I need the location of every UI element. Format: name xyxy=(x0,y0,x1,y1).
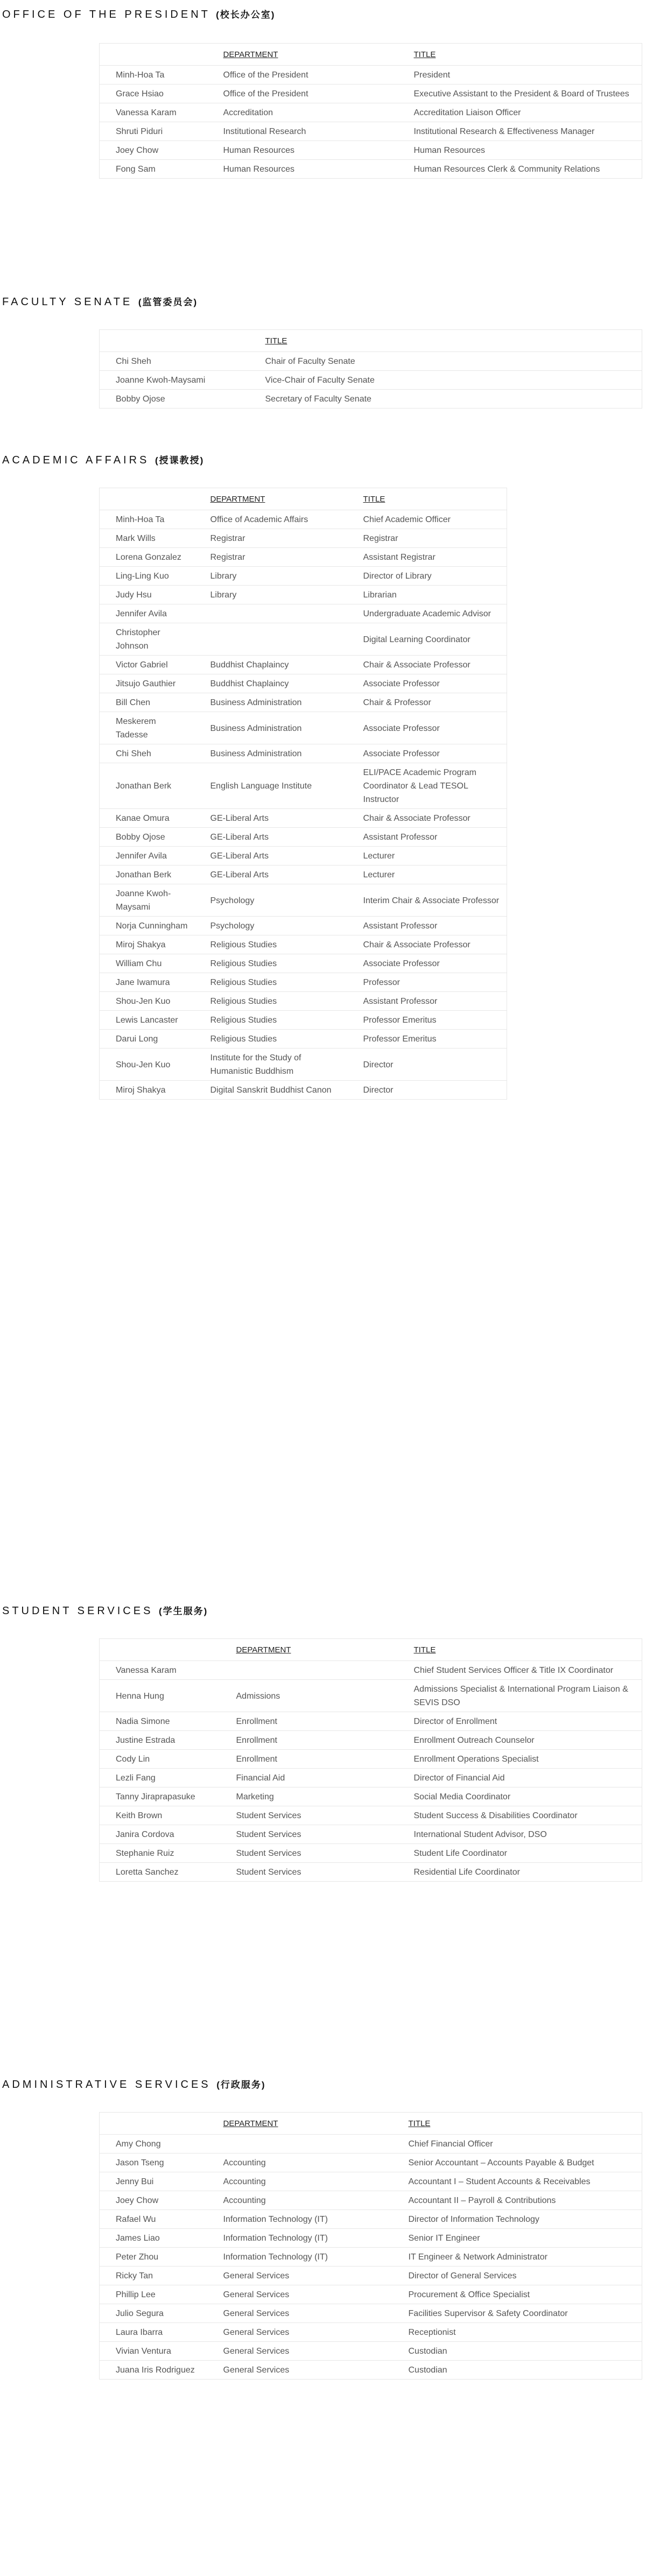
staff-name: Cody Lin xyxy=(100,1750,220,1769)
staff-name: Darui Long xyxy=(100,1030,194,1048)
table-row xyxy=(100,2135,642,2153)
staff-title: Director of Financial Aid xyxy=(398,1769,642,1787)
table-row xyxy=(100,122,642,141)
table-row xyxy=(100,656,507,674)
table-row xyxy=(100,884,507,917)
staff-department: Religious Studies xyxy=(194,1011,347,1030)
staff-department: Information Technology (IT) xyxy=(207,2248,392,2267)
staff-title: Undergraduate Academic Advisor xyxy=(347,604,507,623)
staff-name: Mark Wills xyxy=(100,529,194,548)
staff-title: Institutional Research & Effectiveness Manager xyxy=(398,122,642,141)
column-header xyxy=(100,488,194,510)
staff-department: Religious Studies xyxy=(194,973,347,992)
staff-title: Custodian xyxy=(392,2361,642,2380)
staff-department: General Services xyxy=(207,2342,392,2361)
table-row xyxy=(100,2229,642,2248)
staff-title: Director of General Services xyxy=(392,2267,642,2285)
table-row xyxy=(100,954,507,973)
section-title-student xyxy=(0,1604,208,1618)
staff-name: Juana Iris Rodriguez xyxy=(100,2361,207,2380)
table-row xyxy=(100,828,507,847)
staff-department: Student Services xyxy=(220,1806,398,1825)
table-row xyxy=(100,2304,642,2323)
staff-title: Enrollment Operations Specialist xyxy=(398,1750,642,1769)
staff-department: Information Technology (IT) xyxy=(207,2229,392,2248)
table-row xyxy=(100,763,507,809)
staff-name: Jennifer Avila xyxy=(100,604,194,623)
table-row xyxy=(100,973,507,992)
staff-title: Chair of Faculty Senate xyxy=(249,352,642,371)
staff-name: Jenny Bui xyxy=(100,2172,207,2191)
table-row xyxy=(100,744,507,763)
section-title-senate xyxy=(0,295,198,309)
table-row xyxy=(100,1712,642,1731)
table-row xyxy=(100,809,507,828)
staff-title: Accountant I – Student Accounts & Receivables xyxy=(392,2172,642,2191)
staff-department: Enrollment xyxy=(220,1712,398,1731)
staff-title: Registrar xyxy=(347,529,507,548)
staff-title: Director of Library xyxy=(347,567,507,586)
staff-title: Custodian xyxy=(392,2342,642,2361)
section-title-zh: (授课教授) xyxy=(155,455,205,466)
staff-name: Vivian Ventura xyxy=(100,2342,207,2361)
staff-title: Chair & Professor xyxy=(347,693,507,712)
staff-name: Joey Chow xyxy=(100,141,207,160)
staff-name: Minh-Hoa Ta xyxy=(100,510,194,529)
staff-department: Business Administration xyxy=(194,744,347,763)
staff-title: Professor Emeritus xyxy=(347,1011,507,1030)
staff-title: Student Life Coordinator xyxy=(398,1844,642,1863)
staff-department: GE-Liberal Arts xyxy=(194,828,347,847)
table-row xyxy=(100,1661,642,1680)
staff-title: Associate Professor xyxy=(347,744,507,763)
table-row xyxy=(100,2285,642,2304)
staff-department: Student Services xyxy=(220,1825,398,1844)
table-row xyxy=(100,1081,507,1100)
staff-department: Business Administration xyxy=(194,712,347,744)
staff-title: Director of Enrollment xyxy=(398,1712,642,1731)
staff-name: Fong Sam xyxy=(100,160,207,179)
staff-department: Student Services xyxy=(220,1863,398,1882)
staff-department: GE-Liberal Arts xyxy=(194,809,347,828)
staff-name: Shruti Piduri xyxy=(100,122,207,141)
column-header: DEPARTMENT xyxy=(207,2113,392,2135)
table-row xyxy=(100,1048,507,1081)
staff-name: Miroj Shakya xyxy=(100,1081,194,1100)
staff-name: Bobby Ojose xyxy=(100,828,194,847)
table-row xyxy=(100,935,507,954)
staff-title: Residential Life Coordinator xyxy=(398,1863,642,1882)
staff-department: Business Administration xyxy=(194,693,347,712)
table-row xyxy=(100,548,507,567)
section-title-text: OFFICE OF THE PRESIDENT xyxy=(2,9,210,20)
staff-title: Librarian xyxy=(347,586,507,604)
staff-name: William Chu xyxy=(100,954,194,973)
table-row xyxy=(100,2153,642,2172)
column-header: TITLE xyxy=(398,44,642,66)
staff-name: Victor Gabriel xyxy=(100,656,194,674)
staff-department: Accreditation xyxy=(207,103,398,122)
staff-title: Receptionist xyxy=(392,2323,642,2342)
staff-name: Loretta Sanchez xyxy=(100,1863,220,1882)
staff-title: IT Engineer & Network Administrator xyxy=(392,2248,642,2267)
staff-title: Chief Academic Officer xyxy=(347,510,507,529)
table-row xyxy=(100,2267,642,2285)
table-header-row xyxy=(100,330,642,352)
staff-title: Chair & Associate Professor xyxy=(347,656,507,674)
table-row xyxy=(100,1750,642,1769)
staff-department: General Services xyxy=(207,2267,392,2285)
staff-title: Professor xyxy=(347,973,507,992)
table-row xyxy=(100,2342,642,2361)
table-row xyxy=(100,2361,642,2380)
staff-title: Chair & Associate Professor xyxy=(347,809,507,828)
staff-title: Chair & Associate Professor xyxy=(347,935,507,954)
table-row xyxy=(100,567,507,586)
staff-name: Lewis Lancaster xyxy=(100,1011,194,1030)
staff-name: Tanny Jiraprapasuke xyxy=(100,1787,220,1806)
staff-department: English Language Institute xyxy=(194,763,347,809)
column-header xyxy=(100,2113,207,2135)
staff-name: Miroj Shakya xyxy=(100,935,194,954)
section-title-academic xyxy=(0,453,204,468)
staff-title: Student Success & Disabilities Coordinator xyxy=(398,1806,642,1825)
staff-title: Digital Learning Coordinator xyxy=(347,623,507,656)
table-row xyxy=(100,2172,642,2191)
staff-department: Student Services xyxy=(220,1844,398,1863)
staff-department xyxy=(194,623,347,656)
staff-title: International Student Advisor, DSO xyxy=(398,1825,642,1844)
staff-department: Institute for the Study of Humanistic Buddhism xyxy=(194,1048,347,1081)
table-header-row xyxy=(100,44,642,66)
staff-title: Assistant Professor xyxy=(347,917,507,935)
staff-title: Executive Assistant to the President & Board of Trustees xyxy=(398,85,642,103)
staff-title: Secretary of Faculty Senate xyxy=(249,390,642,409)
column-header: DEPARTMENT xyxy=(220,1639,398,1661)
staff-name: Phillip Lee xyxy=(100,2285,207,2304)
staff-name: Ling-Ling Kuo xyxy=(100,567,194,586)
column-header xyxy=(100,1639,220,1661)
staff-department: General Services xyxy=(207,2285,392,2304)
staff-department: GE-Liberal Arts xyxy=(194,847,347,865)
staff-department: Enrollment xyxy=(220,1750,398,1769)
staff-name: Ricky Tan xyxy=(100,2267,207,2285)
staff-department: Library xyxy=(194,567,347,586)
column-header: TITLE xyxy=(249,330,642,352)
table-row xyxy=(100,1844,642,1863)
section-title-text: STUDENT SERVICES xyxy=(2,1605,153,1617)
staff-title: Associate Professor xyxy=(347,674,507,693)
staff-name: Justine Estrada xyxy=(100,1731,220,1750)
table-row xyxy=(100,1825,642,1844)
staff-name: Jane Iwamura xyxy=(100,973,194,992)
staff-title: Director of Information Technology xyxy=(392,2210,642,2229)
staff-name: Jennifer Avila xyxy=(100,847,194,865)
staff-name: Rafael Wu xyxy=(100,2210,207,2229)
staff-department: Office of the President xyxy=(207,66,398,85)
table-row xyxy=(100,2323,642,2342)
section-title-admin xyxy=(0,2078,266,2092)
staff-title: Chief Student Services Officer & Title IX Coordinator xyxy=(398,1661,642,1680)
table-row xyxy=(100,1769,642,1787)
table-header-row xyxy=(100,488,507,510)
staff-name: Norja Cunningham xyxy=(100,917,194,935)
staff-title: Senior Accountant – Accounts Payable & Budget xyxy=(392,2153,642,2172)
staff-name: James Liao xyxy=(100,2229,207,2248)
staff-title: Assistant Registrar xyxy=(347,548,507,567)
staff-name: Kanae Omura xyxy=(100,809,194,828)
staff-title: Accreditation Liaison Officer xyxy=(398,103,642,122)
table-row xyxy=(100,847,507,865)
table-row xyxy=(100,1806,642,1825)
staff-name: Lezli Fang xyxy=(100,1769,220,1787)
table-row xyxy=(100,865,507,884)
staff-name: Meskerem Tadesse xyxy=(100,712,194,744)
staff-title: Assistant Professor xyxy=(347,828,507,847)
table-row xyxy=(100,623,507,656)
table-row xyxy=(100,2191,642,2210)
staff-name: Stephanie Ruiz xyxy=(100,1844,220,1863)
table-row xyxy=(100,141,642,160)
staff-department: Registrar xyxy=(194,548,347,567)
table-row xyxy=(100,586,507,604)
staff-title: Director xyxy=(347,1048,507,1081)
staff-name: Chi Sheh xyxy=(100,744,194,763)
section-title-zh: (学生服务) xyxy=(158,1606,208,1616)
staff-department: Psychology xyxy=(194,884,347,917)
staff-title: Procurement & Office Specialist xyxy=(392,2285,642,2304)
staff-name: Chi Sheh xyxy=(100,352,249,371)
staff-title: Admissions Specialist & International Program Liaison & SEVIS DSO xyxy=(398,1680,642,1712)
staff-name: Julio Segura xyxy=(100,2304,207,2323)
staff-title: Human Resources xyxy=(398,141,642,160)
staff-title: Director xyxy=(347,1081,507,1100)
table-row xyxy=(100,160,642,179)
staff-department: Human Resources xyxy=(207,160,398,179)
table-row xyxy=(100,352,642,371)
section-title-text: ACADEMIC AFFAIRS xyxy=(2,454,150,466)
column-header: TITLE xyxy=(392,2113,642,2135)
staff-title: Associate Professor xyxy=(347,954,507,973)
staff-title: Associate Professor xyxy=(347,712,507,744)
staff-department: Institutional Research xyxy=(207,122,398,141)
staff-name: Vanessa Karam xyxy=(100,1661,220,1680)
staff-table-senate xyxy=(99,329,642,409)
table-row xyxy=(100,1863,642,1882)
staff-name: Bill Chen xyxy=(100,693,194,712)
staff-name: Peter Zhou xyxy=(100,2248,207,2267)
staff-department xyxy=(220,1661,398,1680)
table-row xyxy=(100,1680,642,1712)
staff-department: Admissions xyxy=(220,1680,398,1712)
section-title-text: ADMINISTRATIVE SERVICES xyxy=(2,2079,211,2091)
staff-title: Enrollment Outreach Counselor xyxy=(398,1731,642,1750)
staff-name: Jitsujo Gauthier xyxy=(100,674,194,693)
table-row xyxy=(100,371,642,390)
staff-department xyxy=(194,604,347,623)
staff-department xyxy=(207,2135,392,2153)
staff-name: Jonathan Berk xyxy=(100,763,194,809)
table-row xyxy=(100,1011,507,1030)
section-title-text: FACULTY SENATE xyxy=(2,296,133,308)
staff-table-admin xyxy=(99,2112,642,2380)
staff-name: Bobby Ojose xyxy=(100,390,249,409)
staff-department: General Services xyxy=(207,2361,392,2380)
staff-title: Human Resources Clerk & Community Relations xyxy=(398,160,642,179)
section-title-zh: (行政服务) xyxy=(216,2080,266,2090)
column-header xyxy=(100,330,249,352)
staff-name: Jonathan Berk xyxy=(100,865,194,884)
staff-name: Lorena Gonzalez xyxy=(100,548,194,567)
staff-name: Amy Chong xyxy=(100,2135,207,2153)
staff-name: Laura Ibarra xyxy=(100,2323,207,2342)
staff-name: Minh-Hoa Ta xyxy=(100,66,207,85)
table-row xyxy=(100,674,507,693)
staff-department: Marketing xyxy=(220,1787,398,1806)
staff-department: General Services xyxy=(207,2304,392,2323)
staff-department: Digital Sanskrit Buddhist Canon xyxy=(194,1081,347,1100)
staff-table-academic xyxy=(99,488,507,1100)
staff-department: Religious Studies xyxy=(194,1030,347,1048)
staff-department: General Services xyxy=(207,2323,392,2342)
staff-title: ELI/PACE Academic Program Coordinator & Lead TESOL Instructor xyxy=(347,763,507,809)
staff-title: Lecturer xyxy=(347,865,507,884)
table-row xyxy=(100,85,642,103)
table-header-row xyxy=(100,1639,642,1661)
table-row xyxy=(100,604,507,623)
column-header: DEPARTMENT xyxy=(207,44,398,66)
staff-table-president xyxy=(99,43,642,179)
staff-name: Judy Hsu xyxy=(100,586,194,604)
column-header: DEPARTMENT xyxy=(194,488,347,510)
staff-department: Religious Studies xyxy=(194,954,347,973)
staff-title: Accountant II – Payroll & Contributions xyxy=(392,2191,642,2210)
staff-name: Grace Hsiao xyxy=(100,85,207,103)
staff-department: GE-Liberal Arts xyxy=(194,865,347,884)
table-row xyxy=(100,1787,642,1806)
staff-department: Accounting xyxy=(207,2153,392,2172)
staff-title: Vice-Chair of Faculty Senate xyxy=(249,371,642,390)
table-row xyxy=(100,712,507,744)
staff-name: Joanne Kwoh-Maysami xyxy=(100,884,194,917)
staff-department: Enrollment xyxy=(220,1731,398,1750)
staff-name: Jason Tseng xyxy=(100,2153,207,2172)
section-title-zh: (监管委员会) xyxy=(138,297,198,307)
staff-department: Financial Aid xyxy=(220,1769,398,1787)
staff-title: Assistant Professor xyxy=(347,992,507,1011)
table-row xyxy=(100,2248,642,2267)
table-row xyxy=(100,1731,642,1750)
staff-title: Interim Chair & Associate Professor xyxy=(347,884,507,917)
staff-name: Janira Cordova xyxy=(100,1825,220,1844)
staff-title: Lecturer xyxy=(347,847,507,865)
table-row xyxy=(100,2210,642,2229)
section-title-president xyxy=(0,8,275,22)
staff-department: Office of the President xyxy=(207,85,398,103)
table-row xyxy=(100,1030,507,1048)
staff-name: Keith Brown xyxy=(100,1806,220,1825)
table-row xyxy=(100,992,507,1011)
table-row xyxy=(100,103,642,122)
staff-title: Chief Financial Officer xyxy=(392,2135,642,2153)
staff-name: Shou-Jen Kuo xyxy=(100,1048,194,1081)
staff-table-student xyxy=(99,1638,642,1882)
staff-department: Accounting xyxy=(207,2172,392,2191)
section-title-zh: (校长办公室) xyxy=(216,10,276,20)
staff-department: Religious Studies xyxy=(194,935,347,954)
staff-department: Registrar xyxy=(194,529,347,548)
staff-title: Social Media Coordinator xyxy=(398,1787,642,1806)
staff-name: Joey Chow xyxy=(100,2191,207,2210)
table-row xyxy=(100,510,507,529)
staff-department: Human Resources xyxy=(207,141,398,160)
table-header-row xyxy=(100,2113,642,2135)
column-header: TITLE xyxy=(398,1639,642,1661)
staff-department: Psychology xyxy=(194,917,347,935)
table-row xyxy=(100,390,642,409)
staff-name: Henna Hung xyxy=(100,1680,220,1712)
staff-name: Vanessa Karam xyxy=(100,103,207,122)
table-row xyxy=(100,529,507,548)
staff-department: Library xyxy=(194,586,347,604)
staff-title: Senior IT Engineer xyxy=(392,2229,642,2248)
staff-name: Joanne Kwoh-Maysami xyxy=(100,371,249,390)
staff-title: Professor Emeritus xyxy=(347,1030,507,1048)
staff-department: Buddhist Chaplaincy xyxy=(194,656,347,674)
table-row xyxy=(100,917,507,935)
staff-department: Accounting xyxy=(207,2191,392,2210)
staff-department: Office of Academic Affairs xyxy=(194,510,347,529)
staff-name: Nadia Simone xyxy=(100,1712,220,1731)
staff-department: Information Technology (IT) xyxy=(207,2210,392,2229)
staff-title: President xyxy=(398,66,642,85)
staff-department: Religious Studies xyxy=(194,992,347,1011)
table-row xyxy=(100,66,642,85)
table-row xyxy=(100,693,507,712)
staff-title: Facilities Supervisor & Safety Coordinator xyxy=(392,2304,642,2323)
staff-department: Buddhist Chaplaincy xyxy=(194,674,347,693)
staff-name: Shou-Jen Kuo xyxy=(100,992,194,1011)
column-header xyxy=(100,44,207,66)
staff-name: Christopher Johnson xyxy=(100,623,194,656)
column-header: TITLE xyxy=(347,488,507,510)
